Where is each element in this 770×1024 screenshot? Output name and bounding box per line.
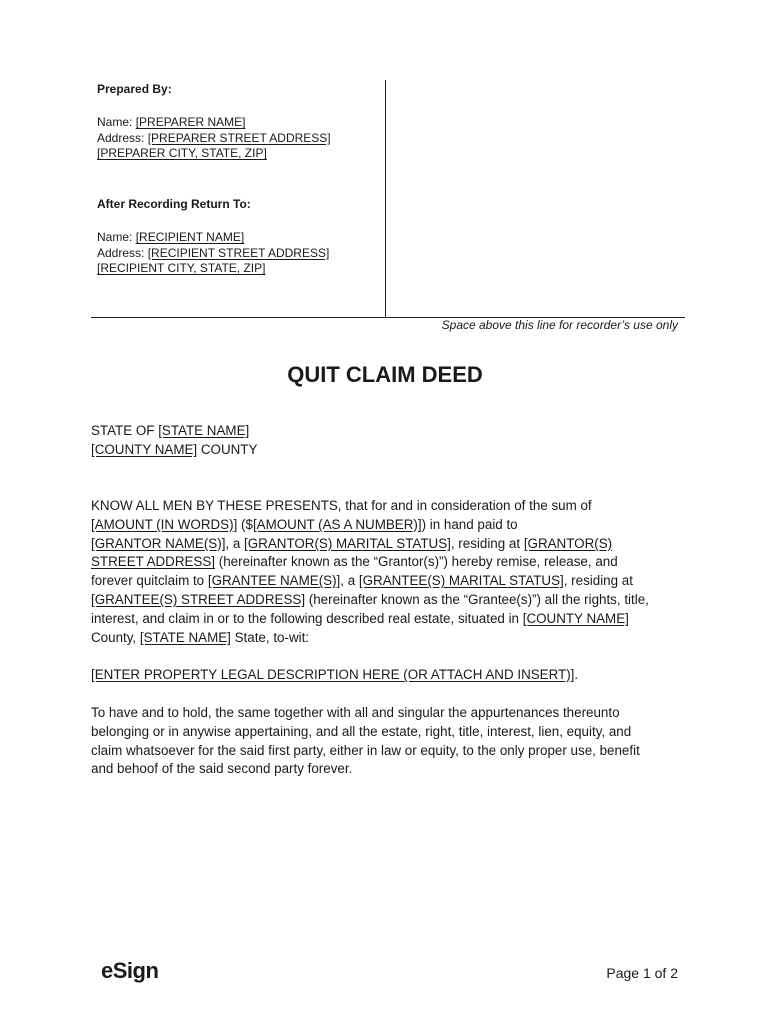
- para-text: interest, and claim in or to the following described real estate, situated in: [91, 610, 523, 626]
- preparer-name-field: [PREPARER NAME]: [135, 115, 246, 129]
- grantee-marital-status-field: [GRANTEE(S) MARITAL STATUS]: [358, 573, 564, 589]
- recipient-street-field: [RECIPIENT STREET ADDRESS]: [147, 245, 330, 260]
- para-text: State, to-wit:: [230, 629, 310, 645]
- para-text: , residing at: [563, 573, 633, 589]
- habendum-line: To have and to hold, the same together with all and singular the appurtenances thereunto: [91, 705, 620, 720]
- preparer-address-label: Address:: [97, 130, 145, 145]
- habendum-paragraph: [91, 704, 681, 779]
- return-to-heading: After Recording Return To:: [97, 197, 251, 211]
- page-number: Page 1 of 2: [606, 965, 678, 981]
- grantor-address-field: [GRANTOR(S): [523, 535, 613, 551]
- para-text: County,: [91, 629, 140, 645]
- recipient-address-label: Address:: [97, 245, 145, 260]
- state-prefix: STATE OF: [91, 423, 159, 438]
- legal-description-line: [91, 666, 681, 685]
- prepared-by-block: [97, 115, 331, 162]
- habendum-line: belonging or in anywise appertaining, and all the estate, right, title, interest, lien, equity, and: [91, 723, 632, 739]
- para-text: forever quitclaim to: [91, 573, 208, 589]
- legal-description-field: [ENTER PROPERTY LEGAL DESCRIPTION HERE (OR ATTACH AND INSERT)]: [91, 667, 575, 682]
- grantor-names-field: [GRANTOR NAME(S)]: [91, 535, 226, 551]
- para-text: (hereinafter known as the “Grantor(s)”) hereby remise, release, and: [215, 554, 618, 570]
- amount-words-field: [AMOUNT (IN WORDS)]: [91, 516, 238, 532]
- para-text: (hereinafter known as the “Grantee(s)”) all the rights, title,: [305, 591, 649, 607]
- property-state-field: [STATE NAME]: [139, 629, 231, 645]
- para-text: ($: [237, 516, 253, 532]
- document-title: QUIT CLAIM DEED: [287, 362, 483, 387]
- esign-logo: eSign: [101, 958, 159, 983]
- grantor-address-field-cont: STREET ADDRESS]: [91, 554, 216, 570]
- grantor-marital-status-field: [GRANTOR(S) MARITAL STATUS]: [244, 535, 451, 551]
- recipient-name-label: Name:: [97, 230, 133, 244]
- recipient-city-field: [RECIPIENT CITY, STATE, ZIP]: [97, 261, 266, 275]
- state-name-field: [STATE NAME]: [158, 423, 250, 438]
- county-suffix: COUNTY: [197, 441, 258, 457]
- habendum-line: and behoof of the said second party forever.: [91, 761, 353, 777]
- para-text: .: [574, 667, 579, 682]
- para-text: , residing at: [450, 535, 524, 551]
- preparer-city-field: [PREPARER CITY, STATE, ZIP]: [97, 146, 267, 160]
- para-text: , a: [225, 535, 245, 551]
- return-to-block: [97, 230, 329, 277]
- county-name-field: [COUNTY NAME]: [91, 441, 198, 457]
- grantee-address-field: [GRANTEE(S) STREET ADDRESS]: [91, 591, 306, 607]
- preparer-street-field: [PREPARER STREET ADDRESS]: [147, 130, 331, 145]
- property-county-field: [COUNTY NAME]: [522, 610, 629, 626]
- habendum-line: claim whatsoever for the said first party, either in law or equity, to the only proper use, benefit: [91, 742, 640, 758]
- preparer-name-label: Name:: [97, 115, 133, 129]
- recorder-note: Space above this line for recorder’s use only: [441, 318, 678, 332]
- recorder-box-vertical-divider: [385, 80, 386, 318]
- grantee-names-field: [GRANTEE NAME(S)]: [207, 573, 341, 589]
- para-text: KNOW ALL MEN BY THESE PRESENTS, that for and in consideration of the sum of: [91, 498, 592, 513]
- consideration-paragraph: [91, 497, 681, 647]
- recipient-name-field: [RECIPIENT NAME]: [135, 230, 245, 244]
- prepared-by-heading: Prepared By:: [97, 82, 172, 96]
- para-text: ) in hand paid to: [421, 516, 518, 532]
- amount-number-field: [AMOUNT (AS A NUMBER)]: [252, 516, 422, 532]
- para-text: , a: [340, 573, 359, 589]
- venue-block: [91, 422, 681, 460]
